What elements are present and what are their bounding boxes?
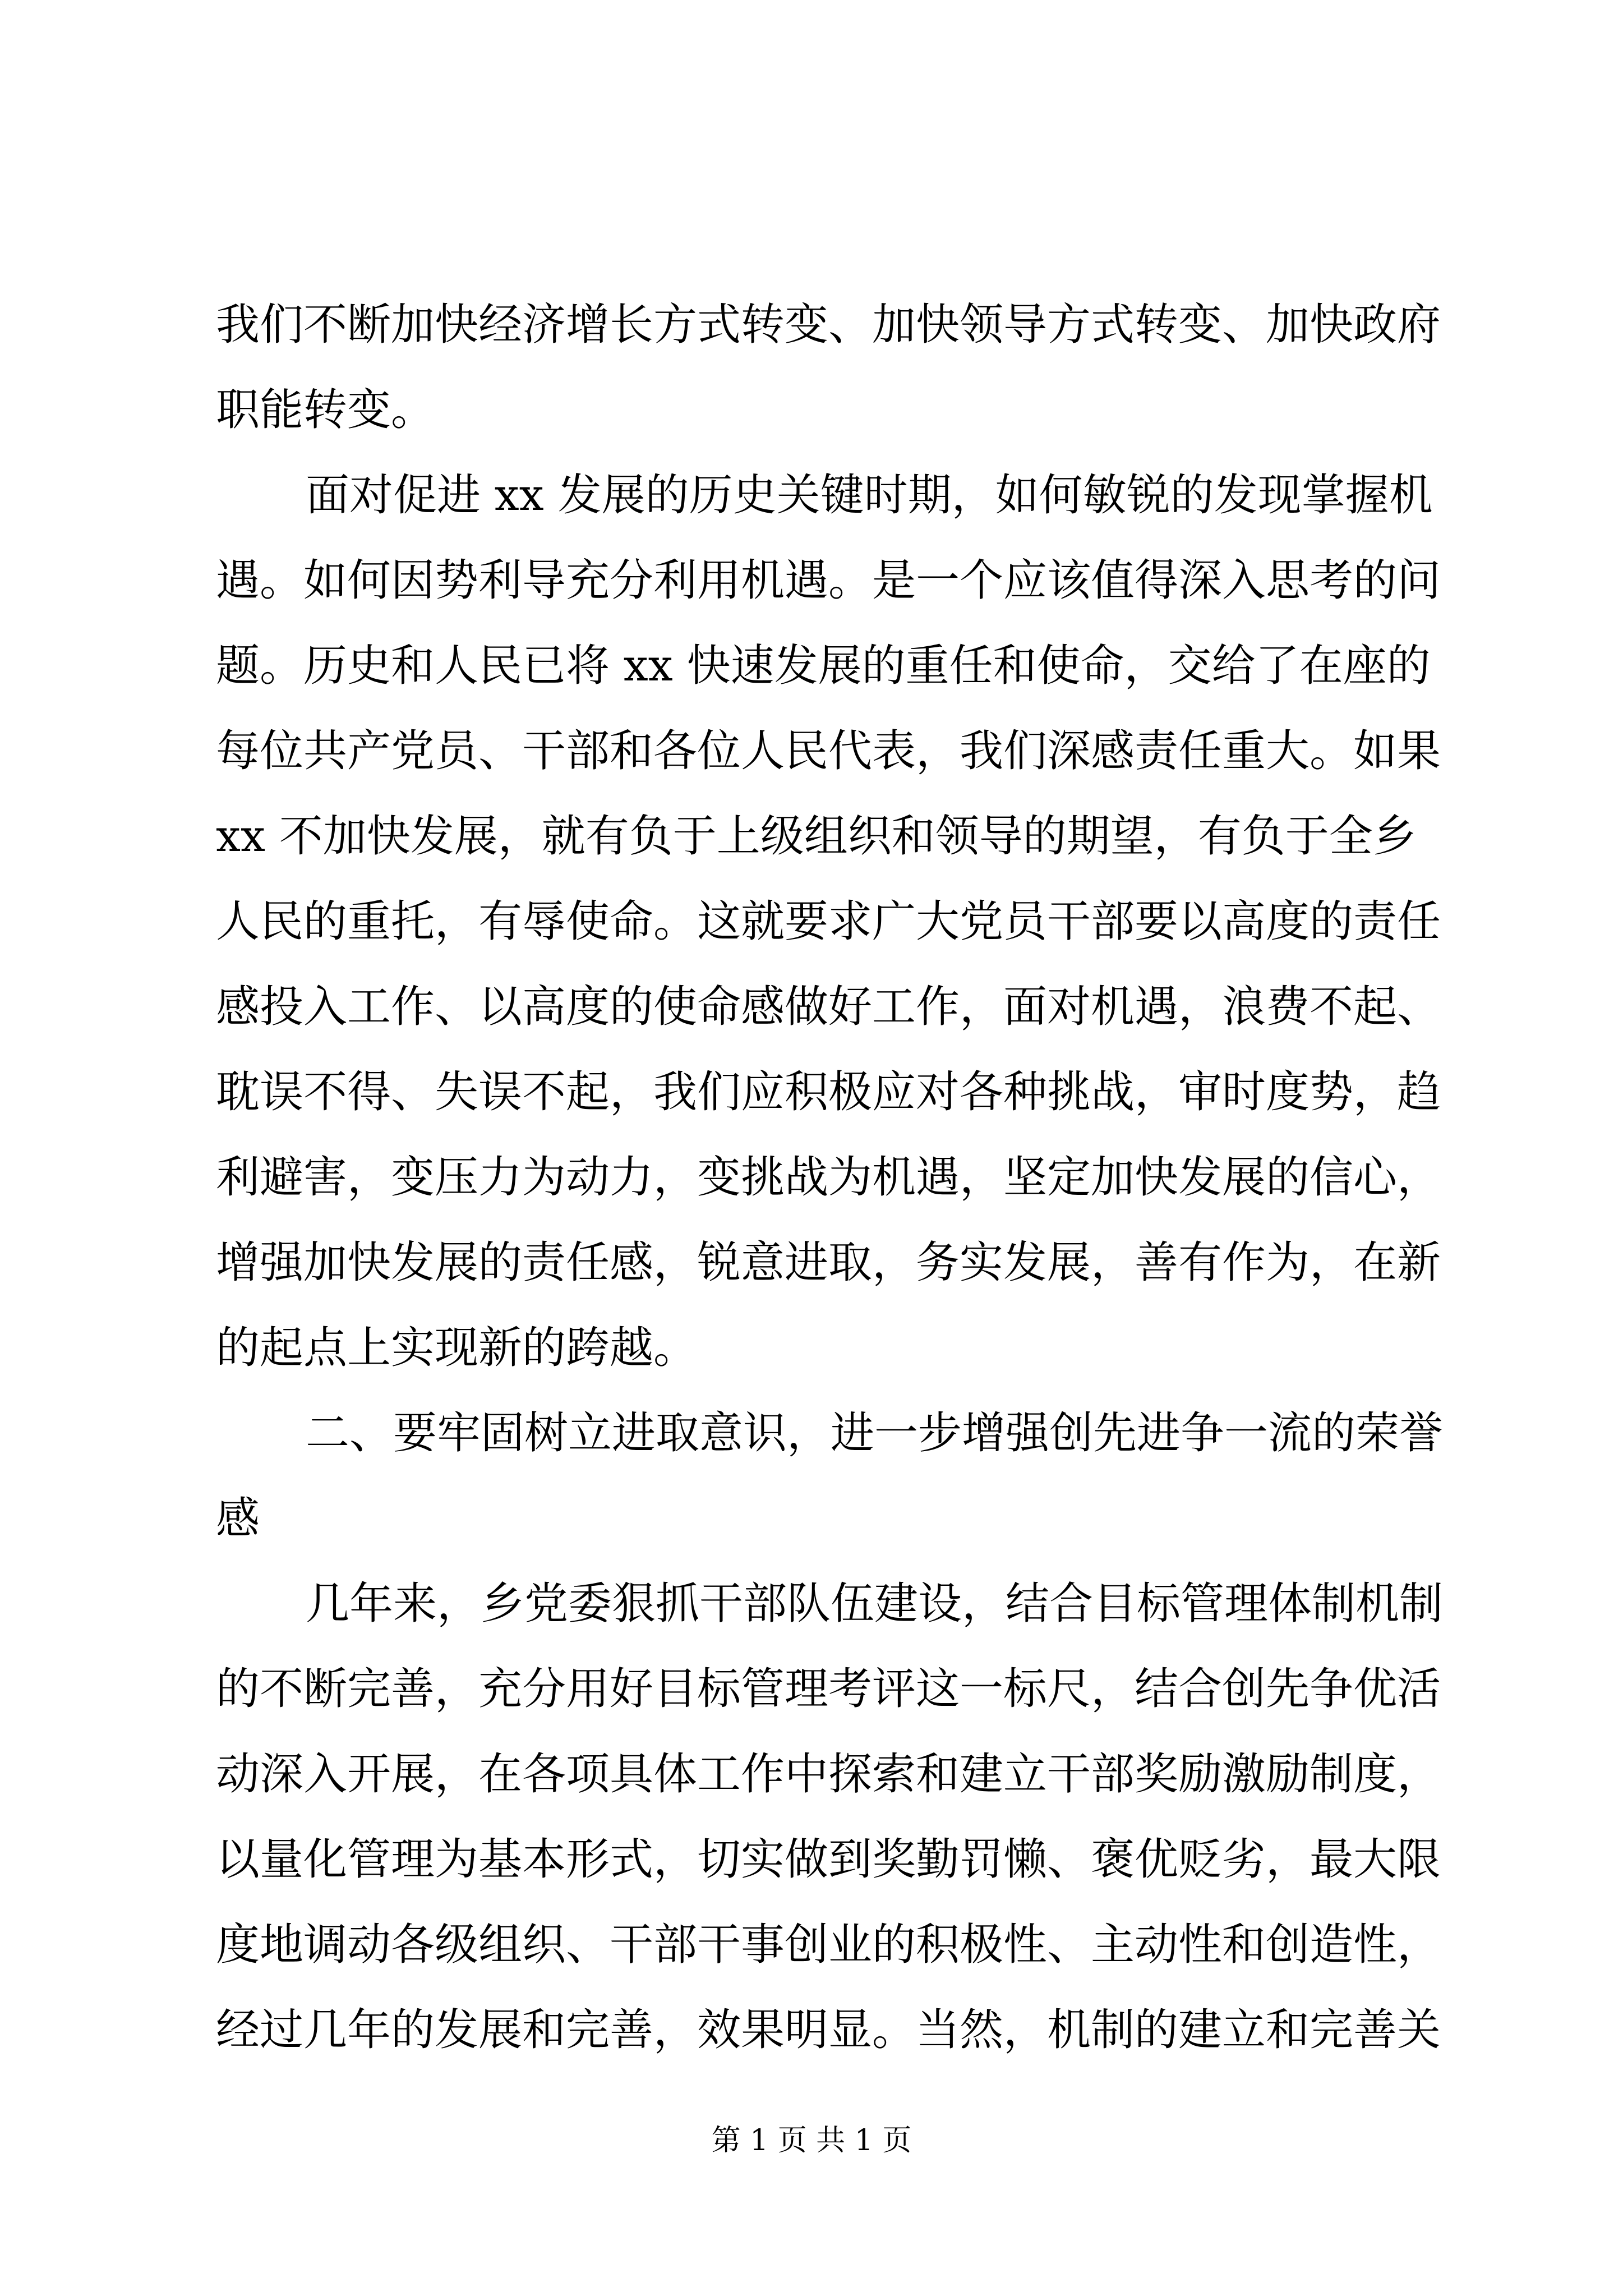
text-line-14: 二、要牢固树立进取意识，进一步增强创先进争一流的荣誉	[306, 1408, 1444, 1458]
text-line-9: 感投入工作、以高度的使命感做好工作，面对机遇，浪费不起、	[216, 982, 1441, 1032]
text-line-21: 经过几年的发展和完善，效果明显。当然，机制的建立和完善关	[216, 2005, 1441, 2055]
page-number-footer: 第 1 页 共 1 页	[711, 2124, 912, 2157]
text-line-15: 感	[216, 1493, 260, 1544]
text-line-5: 题。历史和人民已将 xx 快速发展的重任和使命，交给了在座的	[216, 641, 1431, 691]
text-line-8: 人民的重托，有辱使命。这就要求广大党员干部要以高度的责任	[216, 896, 1441, 947]
text-line-2: 职能转变。	[216, 385, 435, 435]
text-line-20: 度地调动各级组织、干部干事创业的积极性、主动性和创造性，	[216, 1920, 1441, 1970]
text-line-12: 增强加快发展的责任感，锐意进取，务实发展，善有作为，在新	[216, 1237, 1441, 1288]
text-line-17: 的不断完善，充分用好目标管理考评这一标尺，结合创先争优活	[216, 1664, 1441, 1714]
text-line-18: 动深入开展，在各项具体工作中探索和建立干部奖励激励制度，	[216, 1749, 1441, 1800]
text-line-7: xx 不加快发展，就有负于上级组织和领导的期望，有负于全乡	[216, 811, 1417, 862]
text-line-3: 面对促进 xx 发展的历史关键时期，如何敏锐的发现掌握机	[306, 470, 1433, 521]
text-line-6: 每位共产党员、干部和各位人民代表，我们深感责任重大。如果	[216, 726, 1441, 776]
text-line-1: 我们不断加快经济增长方式转变、加快领导方式转变、加快政府	[216, 300, 1441, 350]
text-line-11: 利避害，变压力为动力，变挑战为机遇，坚定加快发展的信心，	[216, 1152, 1441, 1203]
text-line-13: 的起点上实现新的跨越。	[216, 1323, 698, 1373]
text-line-19: 以量化管理为基本形式，切实做到奖勤罚懒、褒优贬劣，最大限	[216, 1834, 1441, 1885]
text-line-4: 遇。如何因势利导充分利用机遇。是一个应该值得深入思考的问	[216, 555, 1441, 606]
text-line-16: 几年来，乡党委狠抓干部队伍建设，结合目标管理体制机制	[306, 1579, 1444, 1629]
text-line-10: 耽误不得、失误不起，我们应积极应对各种挑战，审时度势，趋	[216, 1067, 1441, 1117]
